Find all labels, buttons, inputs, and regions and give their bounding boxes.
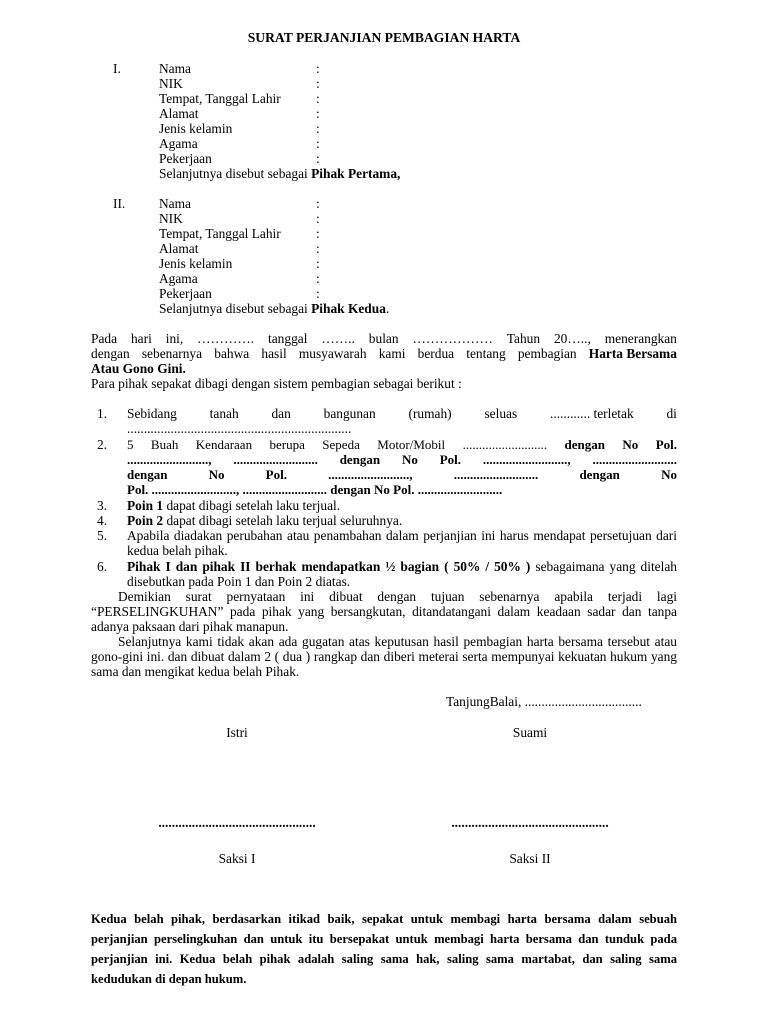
- signature-line-istri: ...............................................: [158, 815, 316, 830]
- field-colon: :: [316, 286, 320, 301]
- field-colon: :: [316, 76, 320, 91]
- field-label: Tempat, Tanggal Lahir: [159, 226, 281, 241]
- field-colon: :: [316, 271, 320, 286]
- field-label: Jenis kelamin: [159, 256, 233, 271]
- opening-line-2: dengan sebenarnya bahwa hasil musyawarah kami berdua tentang pembagian Harta Bersama: [91, 346, 677, 361]
- closing-paragraph-1: Demikian surat pernyataan ini dibuat dengan tujuan sebenarnya apabila terjadi lagi “PERSELINGKUHAN” pada pihak yang bersangkutan, ditandatangani dalam keadaan sadar dan tanpa adanya paksaan dari pihak manapun.: [91, 589, 677, 634]
- list-number: 5.: [97, 528, 108, 543]
- party-two-designation: Selanjutnya disebut sebagai Pihak Kedua.: [159, 301, 390, 316]
- field-colon: :: [316, 136, 320, 151]
- place-date: TanjungBalai, ...................................: [446, 694, 642, 709]
- list-number: 1.: [97, 406, 108, 421]
- list-number: 6.: [97, 559, 108, 574]
- document-title: SURAT PERJANJIAN PEMBAGIAN HARTA: [247, 30, 521, 45]
- signature-line-suami: ...............................................: [451, 815, 609, 830]
- field-colon: :: [316, 256, 320, 271]
- closing-paragraph-2: Selanjutnya kami tidak akan ada gugatan atas keputusan hasil pembagian harta bersama tersebut atau gono-gini ini. dan dibuat dalam 2 ( dua ) rangkap dan diberi meterai serta mempunyai kekuatan hukum yang sama dan mengikat kedua belah Pihak.: [91, 634, 677, 679]
- field-label: Pekerjaan: [159, 286, 212, 301]
- opening-paragraph: [91, 331, 677, 391]
- field-label: NIK: [159, 211, 183, 226]
- field-label: Nama: [159, 61, 191, 76]
- opening-line-3: Atau Gono Gini.: [91, 361, 186, 376]
- field-colon: :: [316, 91, 320, 106]
- field-label: Alamat: [159, 106, 199, 121]
- field-colon: :: [316, 151, 320, 166]
- opening-line-4: Para pihak sepakat dibagi dengan sistem pembagian sebagai berikut :: [91, 376, 462, 391]
- list-number: 3.: [97, 498, 108, 513]
- list-item-5: Apabila diadakan perubahan atau penambahan dalam perjanjian ini harus mendapat persetujuan dari kedua belah pihak.: [127, 528, 677, 558]
- list-number: 2.: [97, 437, 108, 452]
- field-label: Jenis kelamin: [159, 121, 233, 136]
- field-colon: :: [316, 61, 320, 76]
- field-colon: :: [316, 226, 320, 241]
- field-label: Pekerjaan: [159, 151, 212, 166]
- witness-label-2: Saksi II: [509, 851, 551, 866]
- field-label: Agama: [159, 271, 198, 286]
- party-two-numeral: II.: [113, 196, 126, 211]
- list-item-3: Poin 1 dapat dibagi setelah laku terjual.: [127, 498, 341, 513]
- witness-label-1: Saksi I: [218, 851, 256, 866]
- signature-label-suami: Suami: [512, 725, 548, 740]
- field-label: Agama: [159, 136, 198, 151]
- field-label: NIK: [159, 76, 183, 91]
- list-item-1: Sebidang tanah dan bangunan (rumah) seluas ............ terletak di ...................................................................: [127, 406, 677, 436]
- field-colon: :: [316, 211, 320, 226]
- signature-label-istri: Istri: [226, 725, 248, 740]
- list-item-4: Poin 2 dapat dibagi setelah laku terjual seluruhnya.: [127, 513, 403, 528]
- field-colon: :: [316, 241, 320, 256]
- list-item-2: 5 Buah Kendaraan berupa Sepeda Motor/Mobil .......................... dengan No Pol. ........................., .......................... dengan No Pol. .........................., .......................... dengan No Pol. ........................., .......................... dengan No Pol. .........................., .......................... dengan No Pol. ..........................: [127, 437, 677, 497]
- footer-paragraph: Kedua belah pihak, berdasarkan itikad baik, sepakat untuk membagi harta bersama dalam sebuah perjanjian perselingkuhan dan untuk itu bersepakat untuk membagi harta bersama dan tunduk pada perjanjian ini. Kedua belah pihak adalah saling sama hak, saling sama martabat, dan saling sama kedudukan di depan hukum.: [91, 912, 677, 986]
- list-number: 4.: [97, 513, 108, 528]
- list-item-6: Pihak I dan pihak II berhak mendapatkan ½ bagian ( 50% / 50% ) sebagaimana yang ditelah disebutkan pada Poin 1 dan Poin 2 diatas.: [127, 559, 677, 589]
- field-label: Alamat: [159, 241, 199, 256]
- field-colon: :: [316, 106, 320, 121]
- field-colon: :: [316, 121, 320, 136]
- party-one-numeral: I.: [113, 61, 121, 76]
- field-colon: :: [316, 196, 320, 211]
- field-label: Nama: [159, 196, 191, 211]
- field-label: Tempat, Tanggal Lahir: [159, 91, 281, 106]
- party-one-designation: Selanjutnya disebut sebagai Pihak Pertama,: [159, 166, 401, 181]
- terms-list: [0, 406, 768, 606]
- opening-line-1: Pada hari ini, …………. tanggal …….. bulan ……………… Tahun 20….., menerangkan: [91, 331, 677, 346]
